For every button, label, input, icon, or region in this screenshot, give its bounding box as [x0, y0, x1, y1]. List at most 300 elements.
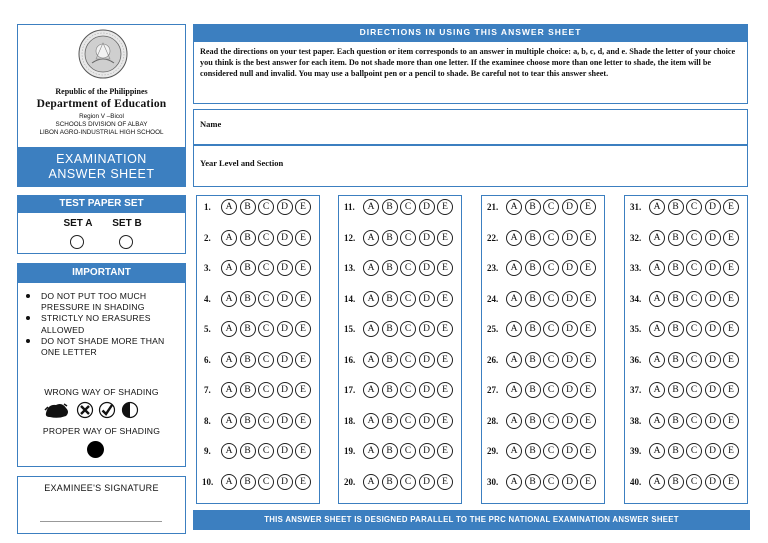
choice-bubble-a[interactable]: A	[649, 443, 665, 459]
choice-bubble-e[interactable]: E	[580, 199, 596, 215]
choice-bubble-b[interactable]: B	[525, 352, 541, 368]
choice-bubble-c[interactable]: C	[686, 260, 702, 276]
department-title: Department of Education	[36, 98, 167, 110]
choice-bubble-b[interactable]: B	[382, 230, 398, 246]
exam-title-line2: ANSWER SHEET	[48, 167, 155, 181]
choice-bubble-d[interactable]: D	[277, 382, 293, 398]
choice-bubble-c[interactable]: C	[543, 291, 559, 307]
question-number: 27.	[487, 385, 499, 395]
answer-row	[625, 382, 747, 400]
bullet-icon	[26, 339, 30, 343]
question-number: 35.	[630, 324, 642, 334]
choice-bubble-d[interactable]: D	[419, 474, 435, 490]
choice-bubble-b[interactable]: B	[525, 474, 541, 490]
choice-bubble-a[interactable]: A	[506, 352, 522, 368]
answer-row	[339, 474, 461, 492]
question-number: 36.	[630, 355, 642, 365]
choice-bubble-d[interactable]: D	[562, 443, 578, 459]
choice-bubble-d[interactable]: D	[705, 291, 721, 307]
answer-row	[625, 352, 747, 370]
choice-bubble-a[interactable]: A	[363, 352, 379, 368]
choice-bubble-b[interactable]: B	[668, 352, 684, 368]
choice-bubble-e[interactable]: E	[295, 413, 311, 429]
choice-bubble-d[interactable]: D	[562, 321, 578, 337]
answer-row	[197, 382, 319, 400]
choice-bubble-d[interactable]: D	[705, 230, 721, 246]
choice-bubble-c[interactable]: C	[686, 352, 702, 368]
wrong-shading-label: WRONG WAY OF SHADING	[44, 387, 159, 397]
full-shade-icon	[87, 441, 104, 458]
choice-bubble-a[interactable]: A	[649, 321, 665, 337]
choice-bubble-a[interactable]: A	[506, 413, 522, 429]
choice-bubble-e[interactable]: E	[437, 199, 453, 215]
question-number: 19.	[344, 446, 356, 456]
set-b-bubble[interactable]	[119, 235, 133, 249]
important-item: DO NOT PUT TOO MUCH PRESSURE IN SHADING	[32, 291, 182, 313]
question-number: 23.	[487, 263, 499, 273]
choice-bubble-d[interactable]: D	[419, 291, 435, 307]
choice-bubble-a[interactable]: A	[363, 260, 379, 276]
answer-row	[625, 321, 747, 339]
choice-bubble-b[interactable]: B	[525, 260, 541, 276]
choice-bubble-e[interactable]: E	[437, 291, 453, 307]
bullet-icon	[26, 316, 30, 320]
choice-bubble-c[interactable]: C	[543, 382, 559, 398]
choice-bubble-a[interactable]: A	[506, 321, 522, 337]
answer-row	[339, 291, 461, 309]
region-label: Region V –Bicol	[79, 113, 124, 120]
choice-bubble-e[interactable]: E	[723, 291, 739, 307]
choice-bubble-d[interactable]: D	[562, 382, 578, 398]
choice-bubble-b[interactable]: B	[382, 413, 398, 429]
choice-bubble-e[interactable]: E	[295, 321, 311, 337]
choice-bubble-d[interactable]: D	[277, 321, 293, 337]
choice-bubble-e[interactable]: E	[723, 199, 739, 215]
choice-bubble-c[interactable]: C	[258, 413, 274, 429]
answer-row	[197, 230, 319, 248]
question-number: 2.	[204, 233, 211, 243]
choice-bubble-b[interactable]: B	[240, 199, 256, 215]
choice-bubble-d[interactable]: D	[562, 474, 578, 490]
choice-bubble-e[interactable]: E	[723, 382, 739, 398]
choice-bubble-d[interactable]: D	[562, 291, 578, 307]
choice-bubble-a[interactable]: A	[221, 199, 237, 215]
choice-bubble-e[interactable]: E	[437, 260, 453, 276]
question-number: 13.	[344, 263, 356, 273]
important-item: STRICTLY NO ERASURES ALLOWED	[32, 313, 182, 335]
choice-bubble-b[interactable]: B	[240, 413, 256, 429]
choice-bubble-c[interactable]: C	[258, 291, 274, 307]
choice-bubble-a[interactable]: A	[221, 443, 237, 459]
choice-bubble-b[interactable]: B	[240, 443, 256, 459]
choice-bubble-b[interactable]: B	[525, 413, 541, 429]
choice-bubble-e[interactable]: E	[580, 474, 596, 490]
answer-row	[482, 291, 604, 309]
set-a-label: SET A	[63, 218, 93, 229]
answer-row	[625, 413, 747, 431]
choice-bubble-d[interactable]: D	[705, 352, 721, 368]
year-section-label: Year Level and Section	[200, 158, 284, 168]
choice-bubble-b[interactable]: B	[668, 321, 684, 337]
answer-row	[625, 474, 747, 492]
choice-bubble-e[interactable]: E	[723, 443, 739, 459]
choice-bubble-e[interactable]: E	[580, 321, 596, 337]
choice-bubble-d[interactable]: D	[419, 321, 435, 337]
answer-row	[482, 382, 604, 400]
choice-bubble-a[interactable]: A	[363, 230, 379, 246]
question-number: 15.	[344, 324, 356, 334]
choice-bubble-d[interactable]: D	[277, 443, 293, 459]
footer-note: THIS ANSWER SHEET IS DESIGNED PARALLEL TO THE PRC NATIONAL EXAMINATION ANSWER SHEET	[193, 510, 750, 530]
choice-bubble-b[interactable]: B	[525, 291, 541, 307]
choice-bubble-d[interactable]: D	[705, 199, 721, 215]
answer-row	[197, 352, 319, 370]
choice-bubble-d[interactable]: D	[705, 321, 721, 337]
answer-row	[339, 260, 461, 278]
choice-bubble-b[interactable]: B	[382, 382, 398, 398]
choice-bubble-a[interactable]: A	[506, 291, 522, 307]
answer-column	[196, 195, 320, 504]
choice-bubble-a[interactable]: A	[363, 291, 379, 307]
answer-row	[197, 291, 319, 309]
choice-bubble-b[interactable]: B	[668, 291, 684, 307]
choice-bubble-b[interactable]: B	[382, 291, 398, 307]
choice-bubble-c[interactable]: C	[543, 443, 559, 459]
choice-bubble-c[interactable]: C	[543, 199, 559, 215]
choice-bubble-d[interactable]: D	[562, 260, 578, 276]
choice-bubble-d[interactable]: D	[419, 352, 435, 368]
choice-bubble-e[interactable]: E	[437, 413, 453, 429]
choice-bubble-d[interactable]: D	[419, 260, 435, 276]
important-item: DO NOT SHADE MORE THAN ONE LETTER	[32, 336, 182, 358]
choice-bubble-a[interactable]: A	[363, 413, 379, 429]
choice-bubble-c[interactable]: C	[400, 291, 416, 307]
choice-bubble-c[interactable]: C	[400, 230, 416, 246]
choice-bubble-c[interactable]: C	[258, 260, 274, 276]
choice-bubble-e[interactable]: E	[580, 413, 596, 429]
choice-bubble-d[interactable]: D	[705, 443, 721, 459]
choice-bubble-c[interactable]: C	[686, 413, 702, 429]
choice-bubble-b[interactable]: B	[240, 382, 256, 398]
choice-bubble-d[interactable]: D	[277, 230, 293, 246]
choice-bubble-d[interactable]: D	[419, 199, 435, 215]
choice-bubble-d[interactable]: D	[277, 352, 293, 368]
choice-bubble-e[interactable]: E	[580, 443, 596, 459]
choice-bubble-e[interactable]: E	[723, 352, 739, 368]
answer-row	[197, 413, 319, 431]
choice-bubble-b[interactable]: B	[668, 230, 684, 246]
choice-bubble-c[interactable]: C	[400, 443, 416, 459]
choice-bubble-c[interactable]: C	[400, 352, 416, 368]
answer-row	[625, 260, 747, 278]
choice-bubble-d[interactable]: D	[705, 260, 721, 276]
choice-bubble-c[interactable]: C	[400, 474, 416, 490]
question-number: 30.	[487, 477, 499, 487]
choice-bubble-c[interactable]: C	[686, 474, 702, 490]
choice-bubble-e[interactable]: E	[295, 260, 311, 276]
choice-bubble-e[interactable]: E	[437, 352, 453, 368]
half-shade-icon	[123, 403, 138, 418]
choice-bubble-c[interactable]: C	[258, 382, 274, 398]
choice-bubble-c[interactable]: C	[258, 443, 274, 459]
choice-bubble-e[interactable]: E	[723, 413, 739, 429]
choice-bubble-a[interactable]: A	[363, 474, 379, 490]
answer-row	[197, 321, 319, 339]
x-mark-icon	[78, 403, 93, 418]
choice-bubble-e[interactable]: E	[295, 291, 311, 307]
choice-bubble-a[interactable]: A	[649, 382, 665, 398]
choice-bubble-e[interactable]: E	[723, 230, 739, 246]
choice-bubble-a[interactable]: A	[649, 260, 665, 276]
name-field[interactable]	[193, 109, 748, 145]
exam-title-line1: EXAMINATION	[56, 152, 147, 166]
choice-bubble-b[interactable]: B	[382, 321, 398, 337]
choice-bubble-b[interactable]: B	[668, 443, 684, 459]
answer-row	[339, 321, 461, 339]
choice-bubble-a[interactable]: A	[221, 474, 237, 490]
choice-bubble-d[interactable]: D	[562, 413, 578, 429]
answer-row	[482, 352, 604, 370]
choice-bubble-a[interactable]: A	[506, 382, 522, 398]
signature-box[interactable]	[17, 476, 186, 534]
signature-line	[40, 521, 162, 522]
choice-bubble-d[interactable]: D	[277, 413, 293, 429]
question-number: 25.	[487, 324, 499, 334]
important-list	[32, 291, 182, 358]
choice-bubble-b[interactable]: B	[525, 230, 541, 246]
choice-bubble-a[interactable]: A	[649, 199, 665, 215]
question-number: 3.	[204, 263, 211, 273]
choice-bubble-a[interactable]: A	[221, 352, 237, 368]
directions-box	[193, 41, 748, 104]
choice-bubble-a[interactable]: A	[363, 443, 379, 459]
choice-bubble-c[interactable]: C	[543, 321, 559, 337]
choice-bubble-b[interactable]: B	[668, 260, 684, 276]
choice-bubble-d[interactable]: D	[277, 199, 293, 215]
question-number: 10.	[202, 477, 214, 487]
choice-bubble-c[interactable]: C	[400, 260, 416, 276]
choice-bubble-d[interactable]: D	[705, 382, 721, 398]
choice-bubble-e[interactable]: E	[295, 199, 311, 215]
choice-bubble-b[interactable]: B	[525, 382, 541, 398]
choice-bubble-d[interactable]: D	[277, 291, 293, 307]
answer-row	[625, 230, 747, 248]
choice-bubble-b[interactable]: B	[525, 443, 541, 459]
choice-bubble-d[interactable]: D	[419, 413, 435, 429]
important-title: IMPORTANT	[17, 263, 186, 282]
answer-row	[339, 443, 461, 461]
choice-bubble-b[interactable]: B	[240, 230, 256, 246]
choice-bubble-c[interactable]: C	[400, 382, 416, 398]
question-number: 24.	[487, 294, 499, 304]
answer-row	[197, 474, 319, 492]
choice-bubble-c[interactable]: C	[543, 230, 559, 246]
choice-bubble-b[interactable]: B	[240, 474, 256, 490]
choice-bubble-e[interactable]: E	[580, 230, 596, 246]
choice-bubble-a[interactable]: A	[506, 474, 522, 490]
choice-bubble-b[interactable]: B	[668, 382, 684, 398]
choice-bubble-c[interactable]: C	[543, 352, 559, 368]
question-number: 7.	[204, 385, 211, 395]
choice-bubble-b[interactable]: B	[240, 260, 256, 276]
choice-bubble-e[interactable]: E	[580, 260, 596, 276]
choice-bubble-d[interactable]: D	[419, 230, 435, 246]
answer-row	[482, 230, 604, 248]
choice-bubble-e[interactable]: E	[437, 321, 453, 337]
choice-bubble-c[interactable]: C	[400, 413, 416, 429]
test-paper-set-title: TEST PAPER SET	[17, 195, 186, 213]
choice-bubble-a[interactable]: A	[363, 321, 379, 337]
question-number: 16.	[344, 355, 356, 365]
school-header	[17, 24, 186, 187]
name-label: Name	[200, 119, 222, 129]
choice-bubble-b[interactable]: B	[668, 474, 684, 490]
choice-bubble-d[interactable]: D	[705, 413, 721, 429]
answer-row	[197, 199, 319, 217]
choice-bubble-a[interactable]: A	[649, 352, 665, 368]
question-number: 39.	[630, 446, 642, 456]
choice-bubble-a[interactable]: A	[221, 413, 237, 429]
answer-row	[482, 260, 604, 278]
choice-bubble-e[interactable]: E	[723, 474, 739, 490]
choice-bubble-b[interactable]: B	[382, 260, 398, 276]
set-a-bubble[interactable]	[70, 235, 84, 249]
choice-bubble-b[interactable]: B	[668, 413, 684, 429]
answer-row	[339, 230, 461, 248]
year-section-field[interactable]	[193, 145, 748, 187]
choice-bubble-b[interactable]: B	[240, 321, 256, 337]
choice-bubble-e[interactable]: E	[723, 260, 739, 276]
choice-bubble-b[interactable]: B	[382, 352, 398, 368]
choice-bubble-b[interactable]: B	[240, 352, 256, 368]
choice-bubble-d[interactable]: D	[419, 443, 435, 459]
choice-bubble-c[interactable]: C	[258, 230, 274, 246]
choice-bubble-e[interactable]: E	[437, 474, 453, 490]
choice-bubble-c[interactable]: C	[686, 321, 702, 337]
choice-bubble-e[interactable]: E	[723, 321, 739, 337]
choice-bubble-e[interactable]: E	[295, 352, 311, 368]
question-number: 12.	[344, 233, 356, 243]
question-number: 37.	[630, 385, 642, 395]
question-number: 31.	[630, 202, 642, 212]
question-number: 40.	[630, 477, 642, 487]
choice-bubble-a[interactable]: A	[363, 382, 379, 398]
choice-bubble-a[interactable]: A	[506, 443, 522, 459]
choice-bubble-a[interactable]: A	[221, 230, 237, 246]
choice-bubble-a[interactable]: A	[221, 321, 237, 337]
answer-row	[625, 291, 747, 309]
choice-bubble-a[interactable]: A	[221, 260, 237, 276]
choice-bubble-a[interactable]: A	[221, 382, 237, 398]
choice-bubble-c[interactable]: C	[543, 474, 559, 490]
question-number: 8.	[204, 416, 211, 426]
check-mark-icon	[100, 403, 115, 418]
question-number: 38.	[630, 416, 642, 426]
choice-bubble-e[interactable]: E	[295, 443, 311, 459]
choice-bubble-b[interactable]: B	[382, 199, 398, 215]
choice-bubble-a[interactable]: A	[649, 230, 665, 246]
school-label: LIBON AGRO-INDUSTRIAL HIGH SCHOOL	[39, 129, 164, 136]
choice-bubble-e[interactable]: E	[295, 230, 311, 246]
choice-bubble-b[interactable]: B	[525, 321, 541, 337]
choice-bubble-c[interactable]: C	[686, 230, 702, 246]
choice-bubble-e[interactable]: E	[580, 291, 596, 307]
choice-bubble-b[interactable]: B	[240, 291, 256, 307]
answer-row	[339, 382, 461, 400]
choice-bubble-c[interactable]: C	[258, 474, 274, 490]
choice-bubble-c[interactable]: C	[543, 260, 559, 276]
choice-bubble-a[interactable]: A	[363, 199, 379, 215]
question-number: 17.	[344, 385, 356, 395]
choice-bubble-e[interactable]: E	[437, 230, 453, 246]
choice-bubble-c[interactable]: C	[686, 382, 702, 398]
choice-bubble-c[interactable]: C	[686, 291, 702, 307]
question-number: 33.	[630, 263, 642, 273]
question-number: 21.	[487, 202, 499, 212]
choice-bubble-a[interactable]: A	[649, 474, 665, 490]
scribble-shade-icon	[45, 404, 68, 418]
choice-bubble-e[interactable]: E	[580, 382, 596, 398]
choice-bubble-d[interactable]: D	[562, 352, 578, 368]
choice-bubble-a[interactable]: A	[506, 260, 522, 276]
answer-column	[624, 195, 748, 504]
choice-bubble-d[interactable]: D	[705, 474, 721, 490]
question-number: 6.	[204, 355, 211, 365]
choice-bubble-b[interactable]: B	[382, 443, 398, 459]
choice-bubble-e[interactable]: E	[437, 443, 453, 459]
answer-row	[625, 443, 747, 461]
choice-bubble-a[interactable]: A	[649, 413, 665, 429]
answer-row	[625, 199, 747, 217]
choice-bubble-c[interactable]: C	[258, 199, 274, 215]
choice-bubble-c[interactable]: C	[258, 321, 274, 337]
choice-bubble-a[interactable]: A	[221, 291, 237, 307]
choice-bubble-c[interactable]: C	[543, 413, 559, 429]
choice-bubble-c[interactable]: C	[686, 443, 702, 459]
choice-bubble-c[interactable]: C	[400, 199, 416, 215]
test-paper-set-box	[17, 212, 186, 254]
answer-row	[482, 474, 604, 492]
question-number: 14.	[344, 294, 356, 304]
choice-bubble-d[interactable]: D	[277, 260, 293, 276]
choice-bubble-e[interactable]: E	[580, 352, 596, 368]
choice-bubble-e[interactable]: E	[295, 474, 311, 490]
choice-bubble-c[interactable]: C	[258, 352, 274, 368]
proper-shading-label: PROPER WAY OF SHADING	[42, 426, 161, 436]
choice-bubble-b[interactable]: B	[382, 474, 398, 490]
question-number: 1.	[204, 202, 211, 212]
choice-bubble-d[interactable]: D	[562, 230, 578, 246]
choice-bubble-e[interactable]: E	[437, 382, 453, 398]
directions-title: DIRECTIONS IN USING THIS ANSWER SHEET	[193, 24, 748, 41]
choice-bubble-a[interactable]: A	[506, 230, 522, 246]
answer-row	[482, 413, 604, 431]
choice-bubble-a[interactable]: A	[649, 291, 665, 307]
choice-bubble-d[interactable]: D	[562, 199, 578, 215]
choice-bubble-a[interactable]: A	[506, 199, 522, 215]
choice-bubble-c[interactable]: C	[686, 199, 702, 215]
choice-bubble-b[interactable]: B	[668, 199, 684, 215]
choice-bubble-b[interactable]: B	[525, 199, 541, 215]
question-number: 32.	[630, 233, 642, 243]
choice-bubble-e[interactable]: E	[295, 382, 311, 398]
answer-row	[482, 443, 604, 461]
choice-bubble-c[interactable]: C	[400, 321, 416, 337]
bullet-icon	[26, 294, 30, 298]
choice-bubble-d[interactable]: D	[277, 474, 293, 490]
question-number: 20.	[344, 477, 356, 487]
choice-bubble-d[interactable]: D	[419, 382, 435, 398]
